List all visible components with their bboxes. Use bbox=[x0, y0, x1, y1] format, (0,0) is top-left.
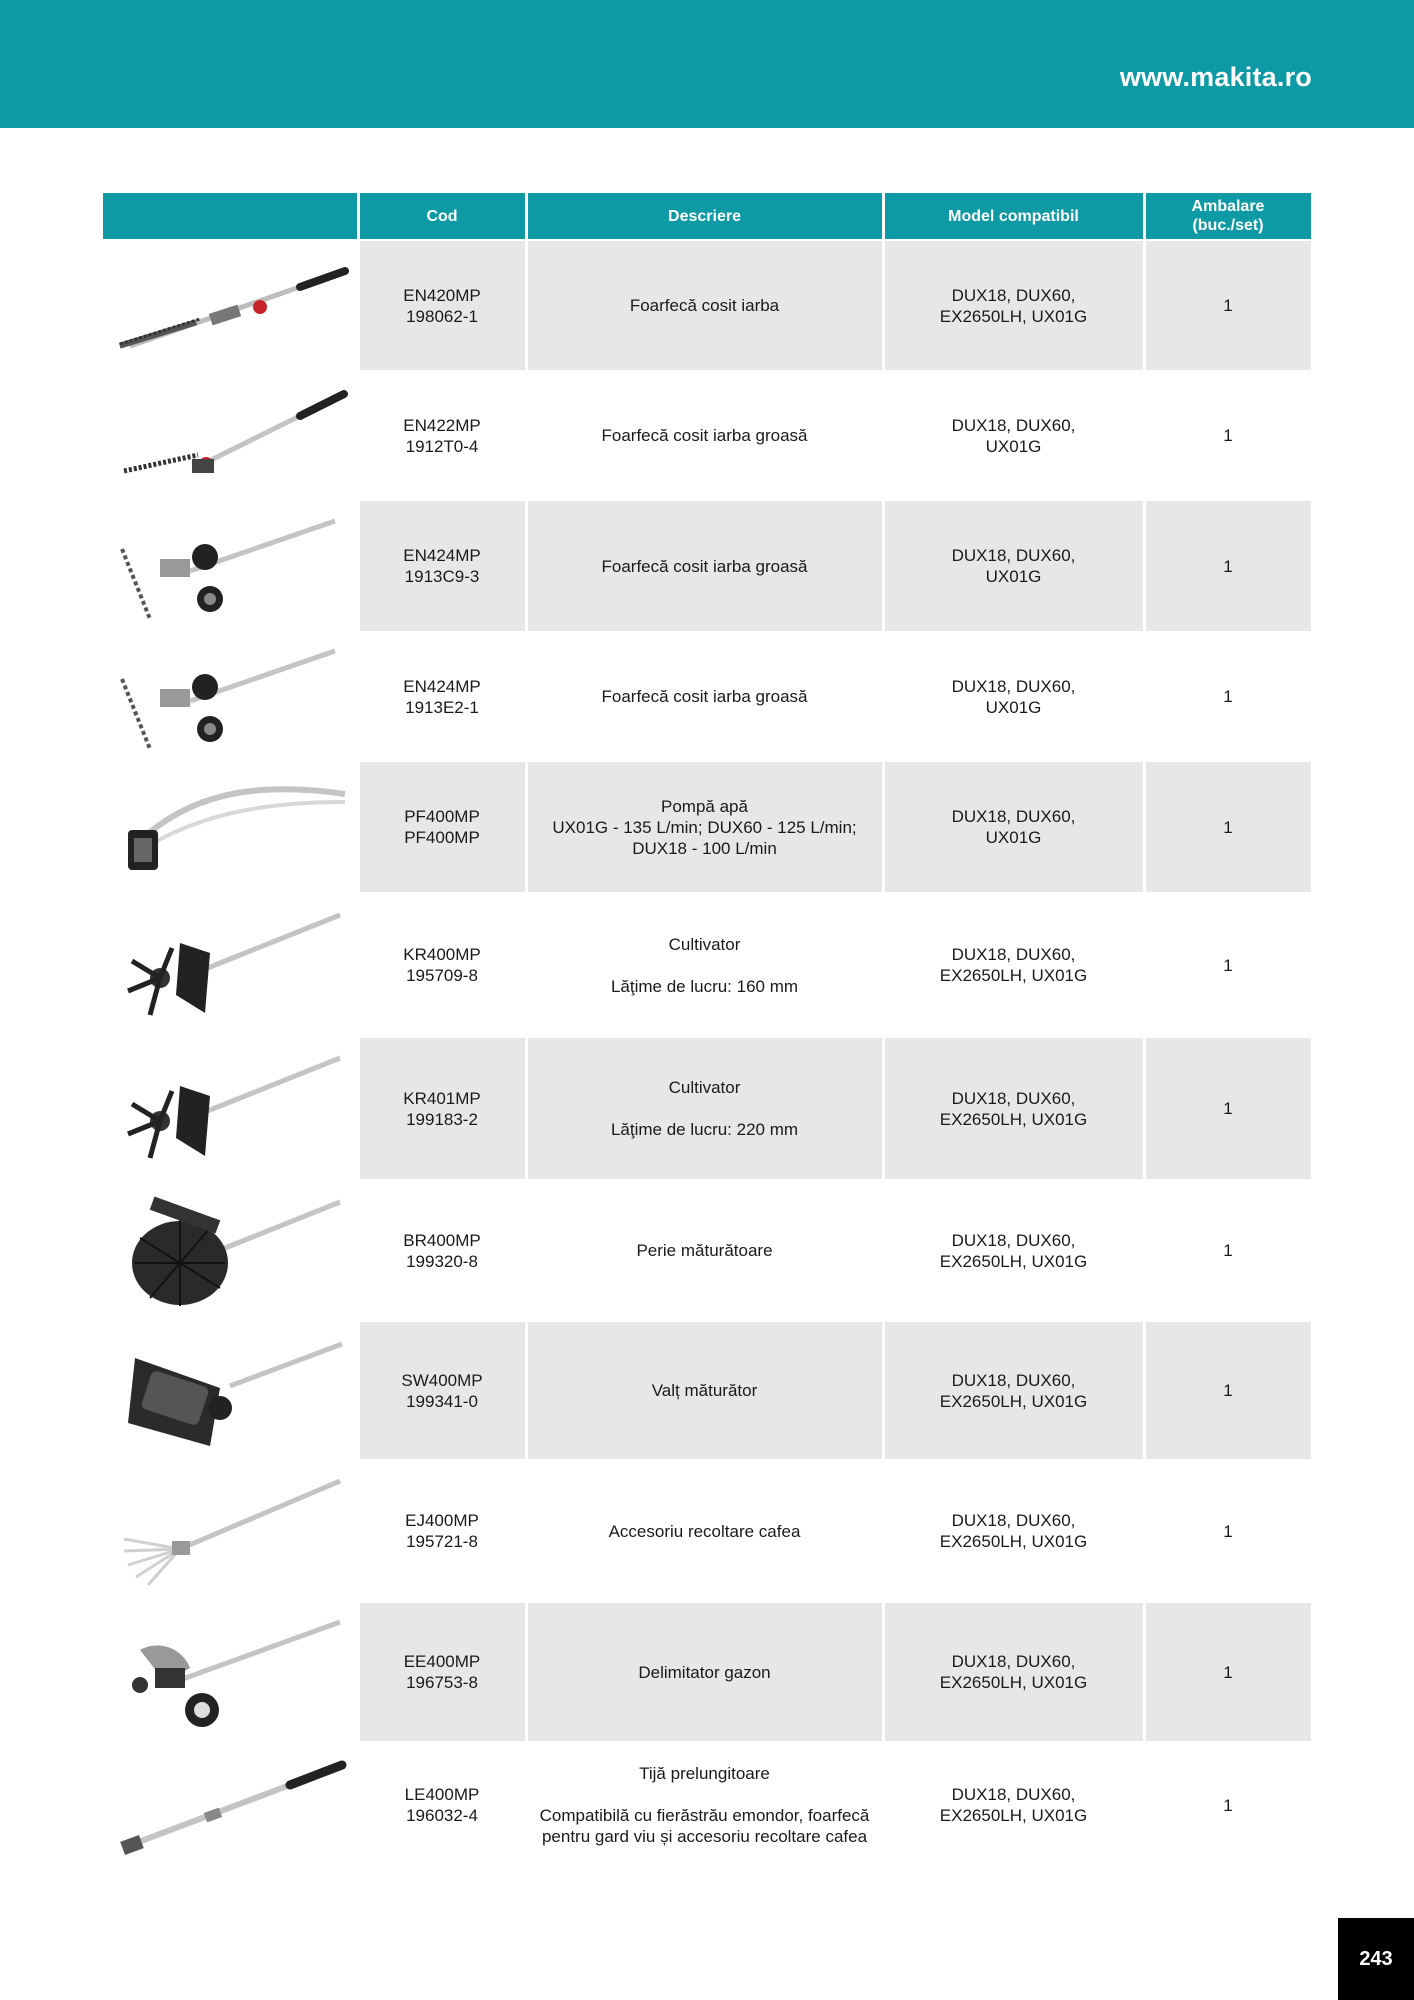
product-description: Foarfecă cosit iarba groasă bbox=[526, 631, 883, 762]
compatible-models: DUX18, DUX60, UX01G bbox=[883, 370, 1144, 501]
table-row bbox=[103, 501, 1312, 631]
compatible-models: DUX18, DUX60, EX2650LH, UX01G bbox=[883, 1459, 1144, 1603]
product-code: EN422MP 1912T0-4 bbox=[358, 370, 526, 501]
compatible-models: DUX18, DUX60, UX01G bbox=[883, 501, 1144, 631]
product-image-cell bbox=[103, 1179, 358, 1322]
package-quantity: 1 bbox=[1144, 631, 1312, 762]
package-quantity: 1 bbox=[1144, 892, 1312, 1038]
coffee-harvester-attachment-icon bbox=[110, 1469, 350, 1594]
product-description: Perie măturătoare bbox=[526, 1179, 883, 1322]
table-row bbox=[103, 892, 1312, 1038]
table-header-row bbox=[103, 193, 1312, 240]
column-header-cod: Cod bbox=[358, 193, 526, 240]
compatible-models: DUX18, DUX60, UX01G bbox=[883, 762, 1144, 892]
product-code: KR401MP 199183-2 bbox=[358, 1038, 526, 1179]
product-description: Foarfecă cosit iarba bbox=[526, 240, 883, 370]
lawn-edger-attachment-icon bbox=[110, 1610, 350, 1735]
compatible-models: DUX18, DUX60, UX01G bbox=[883, 631, 1144, 762]
cultivator-attachment-icon bbox=[110, 1046, 350, 1171]
header-bar bbox=[0, 0, 1414, 128]
package-quantity: 1 bbox=[1144, 370, 1312, 501]
compatible-models: DUX18, DUX60, EX2650LH, UX01G bbox=[883, 892, 1144, 1038]
package-quantity: 1 bbox=[1144, 1179, 1312, 1322]
table-row bbox=[103, 1603, 1312, 1741]
product-description: Foarfecă cosit iarba groasă bbox=[526, 501, 883, 631]
product-image-cell bbox=[103, 1603, 358, 1741]
product-image-cell bbox=[103, 631, 358, 762]
product-description: Valț măturător bbox=[526, 1322, 883, 1459]
compatible-models: DUX18, DUX60, EX2650LH, UX01G bbox=[883, 1179, 1144, 1322]
product-code: EJ400MP 195721-8 bbox=[358, 1459, 526, 1603]
compatible-models: DUX18, DUX60, EX2650LH, UX01G bbox=[883, 240, 1144, 370]
product-description: Pompă apă UX01G - 135 L/min; DUX60 - 125 L/min; DUX18 - 100 L/min bbox=[526, 762, 883, 892]
product-code: EN424MP 1913C9-3 bbox=[358, 501, 526, 631]
product-image-cell bbox=[103, 892, 358, 1038]
product-code: KR400MP 195709-8 bbox=[358, 892, 526, 1038]
wheeled-shear-attachment-icon bbox=[110, 509, 350, 624]
table-row bbox=[103, 1459, 1312, 1603]
articulating-hedge-trimmer-icon bbox=[110, 381, 350, 491]
package-quantity: 1 bbox=[1144, 1038, 1312, 1179]
wheeled-shear-attachment-icon bbox=[110, 639, 350, 754]
cultivator-attachment-icon bbox=[110, 903, 350, 1028]
product-description: Foarfecă cosit iarba groasă bbox=[526, 370, 883, 501]
site-url[interactable]: www.makita.ro bbox=[1119, 62, 1312, 92]
product-image-cell bbox=[103, 1459, 358, 1603]
compatible-models: DUX18, DUX60, EX2650LH, UX01G bbox=[883, 1603, 1144, 1741]
column-header-image bbox=[103, 193, 358, 240]
accessories-table bbox=[103, 193, 1314, 1869]
table-row bbox=[103, 370, 1312, 501]
product-code: EE400MP 196753-8 bbox=[358, 1603, 526, 1741]
product-code: BR400MP 199320-8 bbox=[358, 1179, 526, 1322]
table-row bbox=[103, 1179, 1312, 1322]
water-pump-attachment-icon bbox=[110, 772, 350, 882]
extension-pole-attachment-icon bbox=[110, 1750, 350, 1860]
table-row bbox=[103, 1741, 1312, 1869]
product-description: Tijă prelungitoare Compatibilă cu fierăstrău emondor, foarfecă pentru gard viu și accesoriu recoltare cafea bbox=[526, 1741, 883, 1869]
product-image-cell bbox=[103, 370, 358, 501]
package-quantity: 1 bbox=[1144, 1741, 1312, 1869]
table-row bbox=[103, 1322, 1312, 1459]
product-description: Accesoriu recoltare cafea bbox=[526, 1459, 883, 1603]
table-row bbox=[103, 1038, 1312, 1179]
page-number: 243 bbox=[1338, 1918, 1414, 2000]
package-quantity: 1 bbox=[1144, 1322, 1312, 1459]
product-description: Cultivator Lăţime de lucru: 220 mm bbox=[526, 1038, 883, 1179]
package-quantity: 1 bbox=[1144, 240, 1312, 370]
hedge-trimmer-attachment-icon bbox=[110, 251, 350, 361]
sweeper-roller-attachment-icon bbox=[110, 1328, 350, 1453]
product-image-cell bbox=[103, 1322, 358, 1459]
product-code: EN420MP 198062-1 bbox=[358, 240, 526, 370]
product-image-cell bbox=[103, 501, 358, 631]
table-row bbox=[103, 762, 1312, 892]
product-image-cell bbox=[103, 1038, 358, 1179]
product-description: Cultivator Lăţime de lucru: 160 mm bbox=[526, 892, 883, 1038]
compatible-models: DUX18, DUX60, EX2650LH, UX01G bbox=[883, 1038, 1144, 1179]
table-row bbox=[103, 631, 1312, 762]
compatible-models: DUX18, DUX60, EX2650LH, UX01G bbox=[883, 1322, 1144, 1459]
bristle-brush-attachment-icon bbox=[110, 1188, 350, 1313]
package-quantity: 1 bbox=[1144, 1603, 1312, 1741]
package-quantity: 1 bbox=[1144, 501, 1312, 631]
product-code: SW400MP 199341-0 bbox=[358, 1322, 526, 1459]
package-quantity: 1 bbox=[1144, 762, 1312, 892]
table-row bbox=[103, 240, 1312, 370]
product-image-cell bbox=[103, 240, 358, 370]
product-description: Delimitator gazon bbox=[526, 1603, 883, 1741]
product-code: PF400MP PF400MP bbox=[358, 762, 526, 892]
product-image-cell bbox=[103, 762, 358, 892]
product-code: LE400MP 196032-4 bbox=[358, 1741, 526, 1869]
column-header-descriere: Descriere bbox=[526, 193, 883, 240]
column-header-model: Model compatibil bbox=[883, 193, 1144, 240]
compatible-models: DUX18, DUX60, EX2650LH, UX01G bbox=[883, 1741, 1144, 1869]
product-image-cell bbox=[103, 1741, 358, 1869]
column-header-ambalare: Ambalare (buc./set) bbox=[1144, 193, 1312, 240]
package-quantity: 1 bbox=[1144, 1459, 1312, 1603]
product-code: EN424MP 1913E2-1 bbox=[358, 631, 526, 762]
